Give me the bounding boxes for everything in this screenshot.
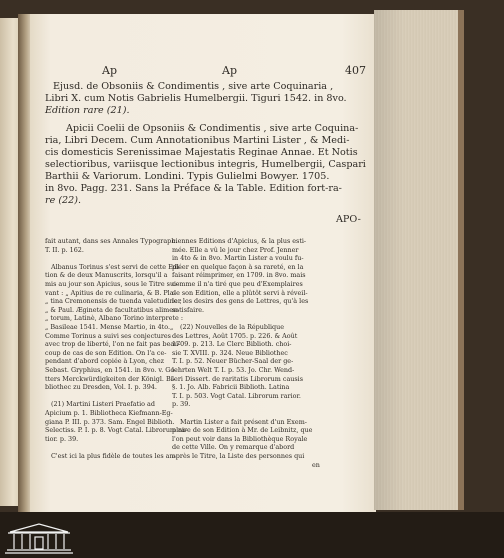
- left-col-line: avec trop de liberté, l'on ne fait pas beau-: [45, 340, 181, 349]
- right-col-line: ler les desirs des gens de Lettres, qu'à les: [172, 297, 309, 306]
- left-col-line: Albanus Torinus s'est servi de cette Edi-: [51, 262, 182, 271]
- footer-band: [0, 512, 504, 558]
- left-col-line: T. II. p. 162.: [45, 245, 84, 254]
- page-number: 407: [345, 64, 366, 77]
- upper-line-4: Apicii Coelii de Opsoniis & Condimentis , sive arte Coquina-: [66, 123, 359, 134]
- left-col-line: Comme Torinus a suivi ses conjectures: [45, 331, 171, 340]
- right-col-line: pléer en quelque façon à sa rareté, en la: [172, 262, 304, 271]
- left-col-line: fait autant, dans ses Annales Typograph.: [45, 237, 178, 245]
- left-col-line: C'est ici la plus fidèle de toutes les an-: [51, 452, 176, 460]
- right-col-line: §. 1. Jo. Alb. Fabricii Biblioth. Latina: [172, 383, 290, 392]
- right-col-line: plaire de son Edition à Mr. de Leibnitz, que: [172, 426, 313, 435]
- upper-line-10: re (22).: [45, 195, 82, 206]
- page-edges-shadow: [374, 10, 404, 510]
- right-col-line: p. 39.: [172, 400, 191, 409]
- right-col-line: ciennes Editions d'Apicius, & la plus esti-: [172, 237, 307, 245]
- left-col-line: vant : „ Apitius de re culinaria, & B. Pla-: [45, 288, 176, 297]
- right-col-line: in 4to & in 8vo. Martin Lister a voulu fu-: [172, 254, 304, 263]
- right-col-line: leri Dissert. de raritatis Librorum causis: [172, 374, 303, 383]
- right-col-line: Martin Lister a fait présent d'un Exem-: [180, 417, 307, 426]
- left-col-line: Apicium p. 1. Bibliotheca Kiefmann-Eg-: [45, 409, 173, 417]
- right-col-line: 1709. p. 213. Le Clerc Biblioth. choi-: [172, 340, 292, 349]
- left-col-line: mis au jour son Apicius, sous le Titre sui-: [45, 280, 179, 288]
- left-col-line: giana P. III. p. 373. Sam. Engel Biblioth.: [45, 417, 175, 426]
- right-col-line: de son Edition, elle a plûtôt servi à réveil-: [172, 288, 308, 297]
- right-col-line: T. I. p. 52. Neuer Bücher-Saal der ge-: [172, 357, 294, 366]
- upper-line-3: Edition rare (21).: [45, 105, 130, 116]
- upper-line-2: Libri X. cum Notis Gabrielis Humelbergii. Tiguri 1542. in 8vo.: [45, 93, 347, 104]
- right-col-line: mée. Elle a vû le jour chez Prof. Jenner: [172, 245, 299, 254]
- right-col-line: de cette Ville. On y remarque d'abord: [172, 443, 295, 452]
- upper-line-1: Ejusd. de Obsoniis & Condimentis , sive arte Coquinaria ,: [53, 81, 334, 92]
- left-col-line: tion & de deux Manuscrits, lorsqu'il a: [45, 271, 168, 280]
- right-col-line: T. I. p. 503. Vogt Catal. Librorum rarior.: [172, 391, 301, 400]
- right-col-line: après le Titre, la Liste des personnes qui: [172, 452, 305, 460]
- left-col-line: „ tina Cremonensis de tuenda valetudine ;: [45, 297, 182, 306]
- left-col-line: Selectiss. P. I. p. 8. Vogt Catal. Librorum ra-: [45, 426, 188, 435]
- left-col-line: Sebast. Gryphius, en 1541. in 8vo. v. Go-: [45, 366, 177, 374]
- left-col-line: „ Basileae 1541. Mense Martio, in 4to.„: [45, 323, 174, 331]
- left-col-line: bliothec zu Dresden, Vol. I. p. 394.: [45, 383, 157, 392]
- right-col-line: (22) Nouvelles de la République: [180, 323, 285, 331]
- upper-line-5: ria, Libri Decem. Cum Annotationibus Martini Lister , & Medi-: [45, 135, 350, 146]
- header-left: Ap: [102, 64, 117, 77]
- left-col-line: „ torum, Latinè, Albano Torino interprete :: [45, 314, 183, 323]
- library-building-logo-icon: [4, 522, 74, 556]
- catchword: APO-: [336, 214, 361, 225]
- upper-line-6: cis domesticis Serenissimae Majestatis Reginae Annae. Et Notis: [45, 147, 358, 158]
- right-col-line: en: [312, 460, 320, 469]
- right-col-line: comme il n'a tiré que peu d'Exemplaires: [172, 280, 303, 288]
- right-col-line: sie T. XVIII. p. 324. Neue Bibliothec: [172, 348, 288, 357]
- left-col-line: pendant d'abord copiée à Lyon, chez: [45, 357, 164, 366]
- left-col-line: (21) Martini Listeri Praefatio ad: [51, 400, 155, 409]
- upper-line-8: Barthii & Variorum. Londini. Typis Gulielmi Bowyer. 1705.: [45, 171, 330, 182]
- right-col-line: satisfaire.: [172, 305, 205, 314]
- upper-line-9: in 8vo. Pagg. 231. Sans la Préface & la Table. Edition fort-ra-: [45, 183, 342, 194]
- left-col-line: „ & Paul. Ægineta de facultatibus alimen-: [45, 305, 180, 314]
- right-col-line: faisant réimprimer, en 1709. in 8vo. mais: [172, 271, 306, 280]
- upper-line-7: selectioribus, variisque lectionibus integris, Humelbergii, Caspari: [45, 159, 366, 170]
- left-col-line: coup de cas de son Edition. On l'a ce-: [45, 348, 167, 357]
- header-right: Ap: [222, 64, 237, 77]
- left-col-line: tters Merckwürdigkeiten der Königl. Bi-: [45, 374, 175, 383]
- right-col-line: des Lettres, Août 1705. p. 226. & Août: [172, 331, 298, 340]
- right-col-line: l'on peut voir dans la Bibliothèque Royale: [172, 434, 308, 443]
- right-col-line: lehrten Welt T. I. p. 53. Jo. Chr. Wend-: [172, 366, 295, 374]
- left-col-line: tior. p. 39.: [45, 434, 79, 443]
